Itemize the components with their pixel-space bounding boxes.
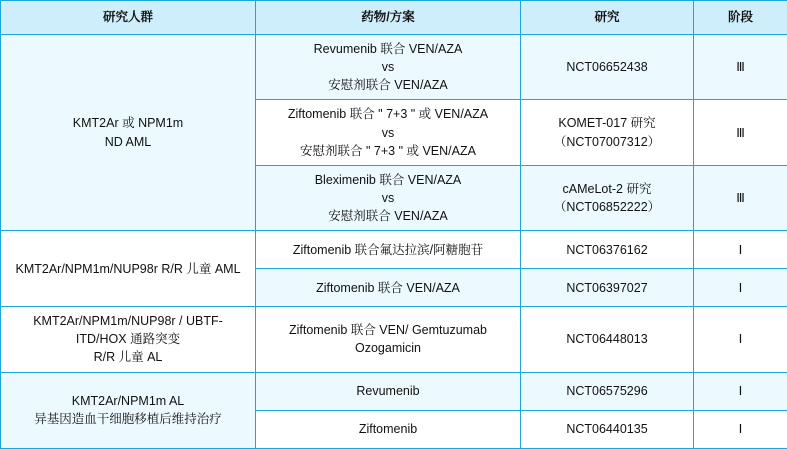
phase-cell: Ⅲ: [694, 100, 787, 165]
study-cell: [521, 269, 694, 307]
study-line-1: NCT06575296: [525, 382, 689, 400]
header-phase: 阶段: [694, 1, 787, 35]
study-line-2: （NCT06852222）: [525, 198, 689, 216]
table-row: [1, 307, 787, 372]
drug-line-1: Revumenib 联合 VEN/AZA: [260, 40, 516, 58]
study-cell: [521, 372, 694, 410]
study-line-1: cAMeLot-2 研究: [525, 180, 689, 198]
drug-line-1: Bleximenib 联合 VEN/AZA: [260, 171, 516, 189]
phase-cell: Ⅲ: [694, 165, 787, 230]
drug-line-1: Ziftomenib 联合 VEN/AZA: [260, 279, 516, 297]
drug-cell: [256, 165, 521, 230]
study-line-1: NCT06376162: [525, 241, 689, 259]
table-row: [1, 231, 787, 269]
drug-cell: [256, 410, 521, 448]
phase-cell: Ⅰ: [694, 231, 787, 269]
table-row: [1, 35, 787, 100]
study-line-1: NCT06448013: [525, 330, 689, 348]
phase-cell: Ⅰ: [694, 269, 787, 307]
drug-line-3: 安慰剂联合 VEN/AZA: [260, 76, 516, 94]
population-cell: [1, 372, 256, 448]
study-cell: [521, 165, 694, 230]
drug-line-1: Ziftomenib 联合 " 7+3 " 或 VEN/AZA: [260, 105, 516, 123]
header-row: [1, 1, 787, 35]
drug-line-1: Ziftomenib 联合 VEN/ Gemtuzumab: [260, 321, 516, 339]
population-line-1: KMT2Ar 或 NPM1m: [5, 114, 251, 132]
study-line-1: NCT06440135: [525, 420, 689, 438]
drug-cell: [256, 100, 521, 165]
study-cell: [521, 307, 694, 372]
population-line-2: ITD/HOX 通路突变: [5, 330, 251, 348]
population-line-1: KMT2Ar/NPM1m/NUP98r R/R 儿童 AML: [5, 260, 251, 278]
phase-cell: Ⅰ: [694, 410, 787, 448]
table-body: [1, 35, 787, 449]
drug-line-2: vs: [260, 189, 516, 207]
study-line-1: NCT06397027: [525, 279, 689, 297]
population-cell: [1, 231, 256, 307]
drug-cell: [256, 35, 521, 100]
population-line-1: KMT2Ar/NPM1m/NUP98r / UBTF-: [5, 312, 251, 330]
phase-cell: Ⅰ: [694, 307, 787, 372]
drug-cell: [256, 372, 521, 410]
drug-line-3: 安慰剂联合 VEN/AZA: [260, 207, 516, 225]
study-line-1: NCT06652438: [525, 58, 689, 76]
population-cell: [1, 307, 256, 372]
study-cell: [521, 231, 694, 269]
drug-line-2: vs: [260, 124, 516, 142]
drug-line-3: 安慰剂联合 " 7+3 " 或 VEN/AZA: [260, 142, 516, 160]
study-cell: [521, 100, 694, 165]
population-line-3: R/R 儿童 AL: [5, 348, 251, 366]
population-cell: [1, 35, 256, 231]
study-cell: [521, 35, 694, 100]
header-population: 研究人群: [1, 1, 256, 35]
population-line-2: 异基因造血干细胞移植后维持治疗: [5, 410, 251, 428]
drug-line-1: Ziftomenib 联合氟达拉滨/阿糖胞苷: [260, 241, 516, 259]
phase-cell: Ⅲ: [694, 35, 787, 100]
drug-cell: [256, 269, 521, 307]
drug-cell: [256, 307, 521, 372]
table-row: [1, 372, 787, 410]
header-drug: 药物/方案: [256, 1, 521, 35]
header-study: 研究: [521, 1, 694, 35]
study-line-1: KOMET-017 研究: [525, 114, 689, 132]
drug-cell: [256, 231, 521, 269]
study-cell: [521, 410, 694, 448]
table-header: [1, 1, 787, 35]
study-line-2: （NCT07007312）: [525, 133, 689, 151]
population-line-1: KMT2Ar/NPM1m AL: [5, 392, 251, 410]
phase-cell: Ⅰ: [694, 372, 787, 410]
drug-line-1: Revumenib: [260, 382, 516, 400]
drug-line-2: Ozogamicin: [260, 339, 516, 357]
drug-line-1: Ziftomenib: [260, 420, 516, 438]
drug-line-2: vs: [260, 58, 516, 76]
population-line-2: ND AML: [5, 133, 251, 151]
